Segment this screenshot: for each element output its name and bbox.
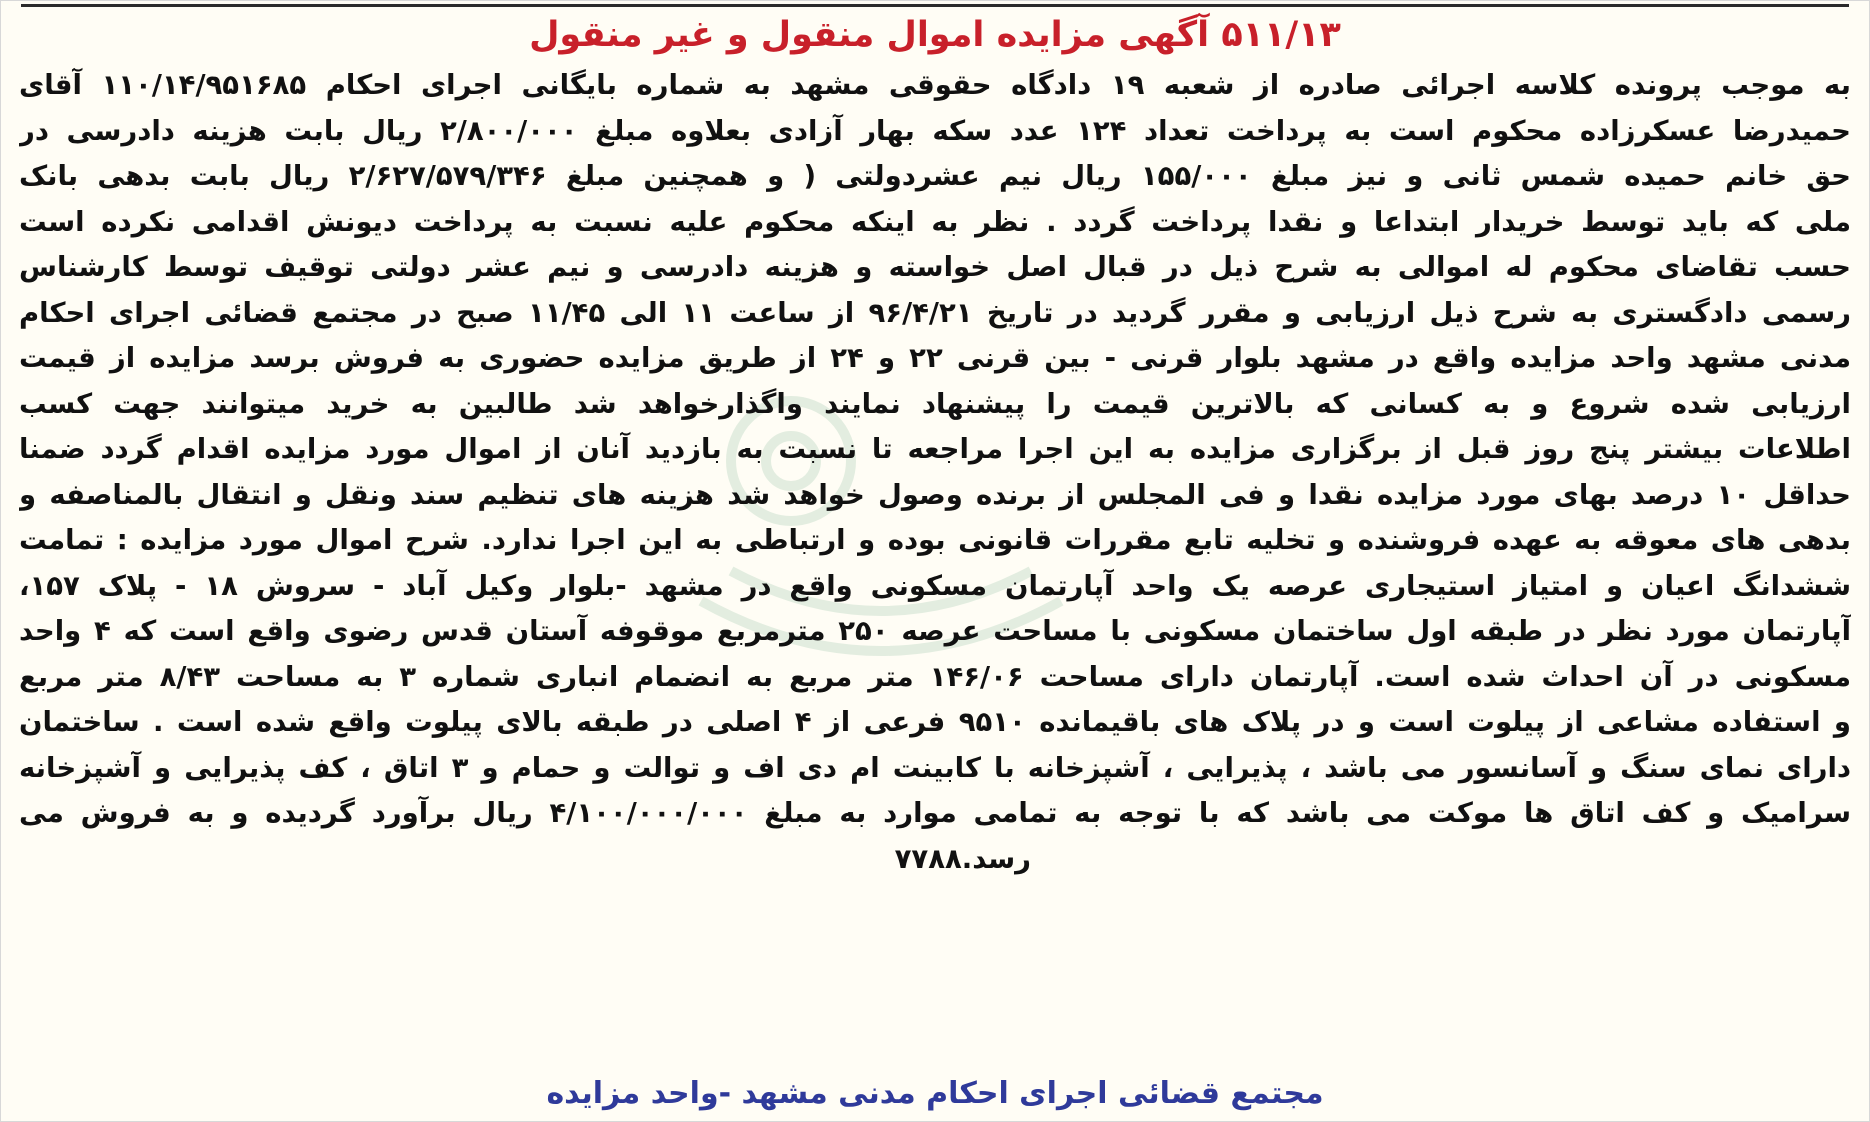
body-line: مدنی مشهد واحد مزایده واقع در مشهد بلوار قرنی - بین قرنی ۲۲ و ۲۴ از طریق مزایده حضوری به فروش برسد مزایده از قیمت	[19, 342, 1851, 374]
issuer-signature: مجتمع قضائی اجرای احکام مدنی مشهد -واحد مزایده	[546, 1076, 1324, 1111]
body-line: دارای نمای سنگ و آسانسور می باشد ، پذیرایی ، آشپزخانه با کابینت ام دی اف و توالت و حمام و ۳ اتاق ، کف پذیرایی و آشپزخانه	[19, 751, 1851, 784]
body-line: اطلاعات بیشتر پنج روز قبل از برگزاری مزایده به این اجرا مراجعه تا نسبت به بازدید آنان از اموال مورد مزایده اقدام گردد ضمنا	[19, 433, 1851, 465]
body-line: به موجب پرونده کلاسه اجرائی صادره از شعبه ۱۹ دادگاه حقوقی مشهد به شماره بایگانی اجرای احکام ۱۱۰/۱۴/۹۵۱۶۸۵ آقای	[19, 69, 1851, 101]
body-line: حمیدرضا عسکرزاده محکوم است به پرداخت تعداد ۱۲۴ عدد سکه بهار آزادی بعلاوه مبلغ ۲/۸۰۰/۰۰۰ ریال بابت هزینه دادرسی در	[19, 114, 1851, 147]
body-line: و استفاده مشاعی از پیلوت است و در پلاک های باقیمانده ۹۵۱۰ فرعی از ۴ اصلی در طبقه بالای پیلوت واقع شده است . ساختمان	[19, 706, 1851, 738]
body-line: ملی که باید توسط خریدار ابتداعا و نقدا پرداخت گردد . نظر به اینکه محکوم علیه نسبت به پرداخت دیونش اقدامی نکرده است	[19, 205, 1851, 238]
body-line: حداقل ۱۰ درصد بهای مورد مزایده نقدا و فی المجلس از برنده وصول خواهد شد هزینه های تنظیم سند ونقل و انتقال بالمناصفه و	[19, 478, 1851, 511]
body-line: مسکونی در آن احداث شده است. آپارتمان دارای مساحت ۱۴۶/۰۶ متر مربع به انضمام انباری شماره ۳ به مساحت ۸/۴۳ متر مربع	[19, 660, 1851, 693]
body-line: ارزیابی شده شروع و به کسانی که بالاترین قیمت را پیشنهاد نمایند واگذارخواهد شد طالبین به خرید میتوانند جهت کسب	[19, 387, 1851, 420]
body-line: رسمی دادگستری به شرح ذیل ارزیابی و مقرر گردید در تاریخ ۹۶/۴/۲۱ از ساعت ۱۱ الی ۱۱/۴۵ صبح در مجتمع قضائی اجرای احکام	[19, 296, 1851, 329]
notice-title: ۵۱۱/۱۳ آگهی مزایده اموال منقول و غیر منقول	[529, 15, 1341, 55]
body-line: ششدانگ اعیان و امتیاز استیجاری عرصه یک واحد آپارتمان مسکونی واقع در مشهد -بلوار وکیل آباد - سروش ۱۸ - پلاک ۱۵۷،	[19, 569, 1851, 602]
body-line: حق خانم حمیده شمس ثانی و نیز مبلغ ۱۵۵/۰۰۰ ریال نیم عشردولتی ( و همچنین مبلغ ۲/۶۲۷/۵۷۹/۳۴۶ ریال بابت بدهی بانک	[19, 160, 1851, 192]
body-line-final: رسد.۷۷۸۸	[894, 842, 1031, 875]
body-line: سرامیک و کف اتاق ها موکت می باشد که با توجه به تمامی موارد به مبلغ ۴/۱۰۰/۰۰۰/۰۰۰ ریال برآورد گردیده و به فروش می	[19, 797, 1851, 829]
body-line: حسب تقاضای محکوم له اموالی به شرح ذیل در قبال اصل خواسته و هزینه دادرسی و نیم عشر دولتی توقیف توسط کارشناس	[19, 251, 1851, 283]
body-line: بدهی های معوقه به عهده فروشنده و تخلیه تابع مقررات قانونی بوده و ارتباطی به این اجرا ندارد. شرح اموال مورد مزایده : تمامت	[19, 524, 1851, 556]
body-line: آپارتمان مورد نظر در طبقه اول ساختمان مسکونی با مساحت عرصه ۲۵۰ مترمربع موقوفه آستان قدس رضوی واقع است که ۴ واحد	[19, 615, 1851, 647]
notice-body	[19, 63, 1851, 882]
